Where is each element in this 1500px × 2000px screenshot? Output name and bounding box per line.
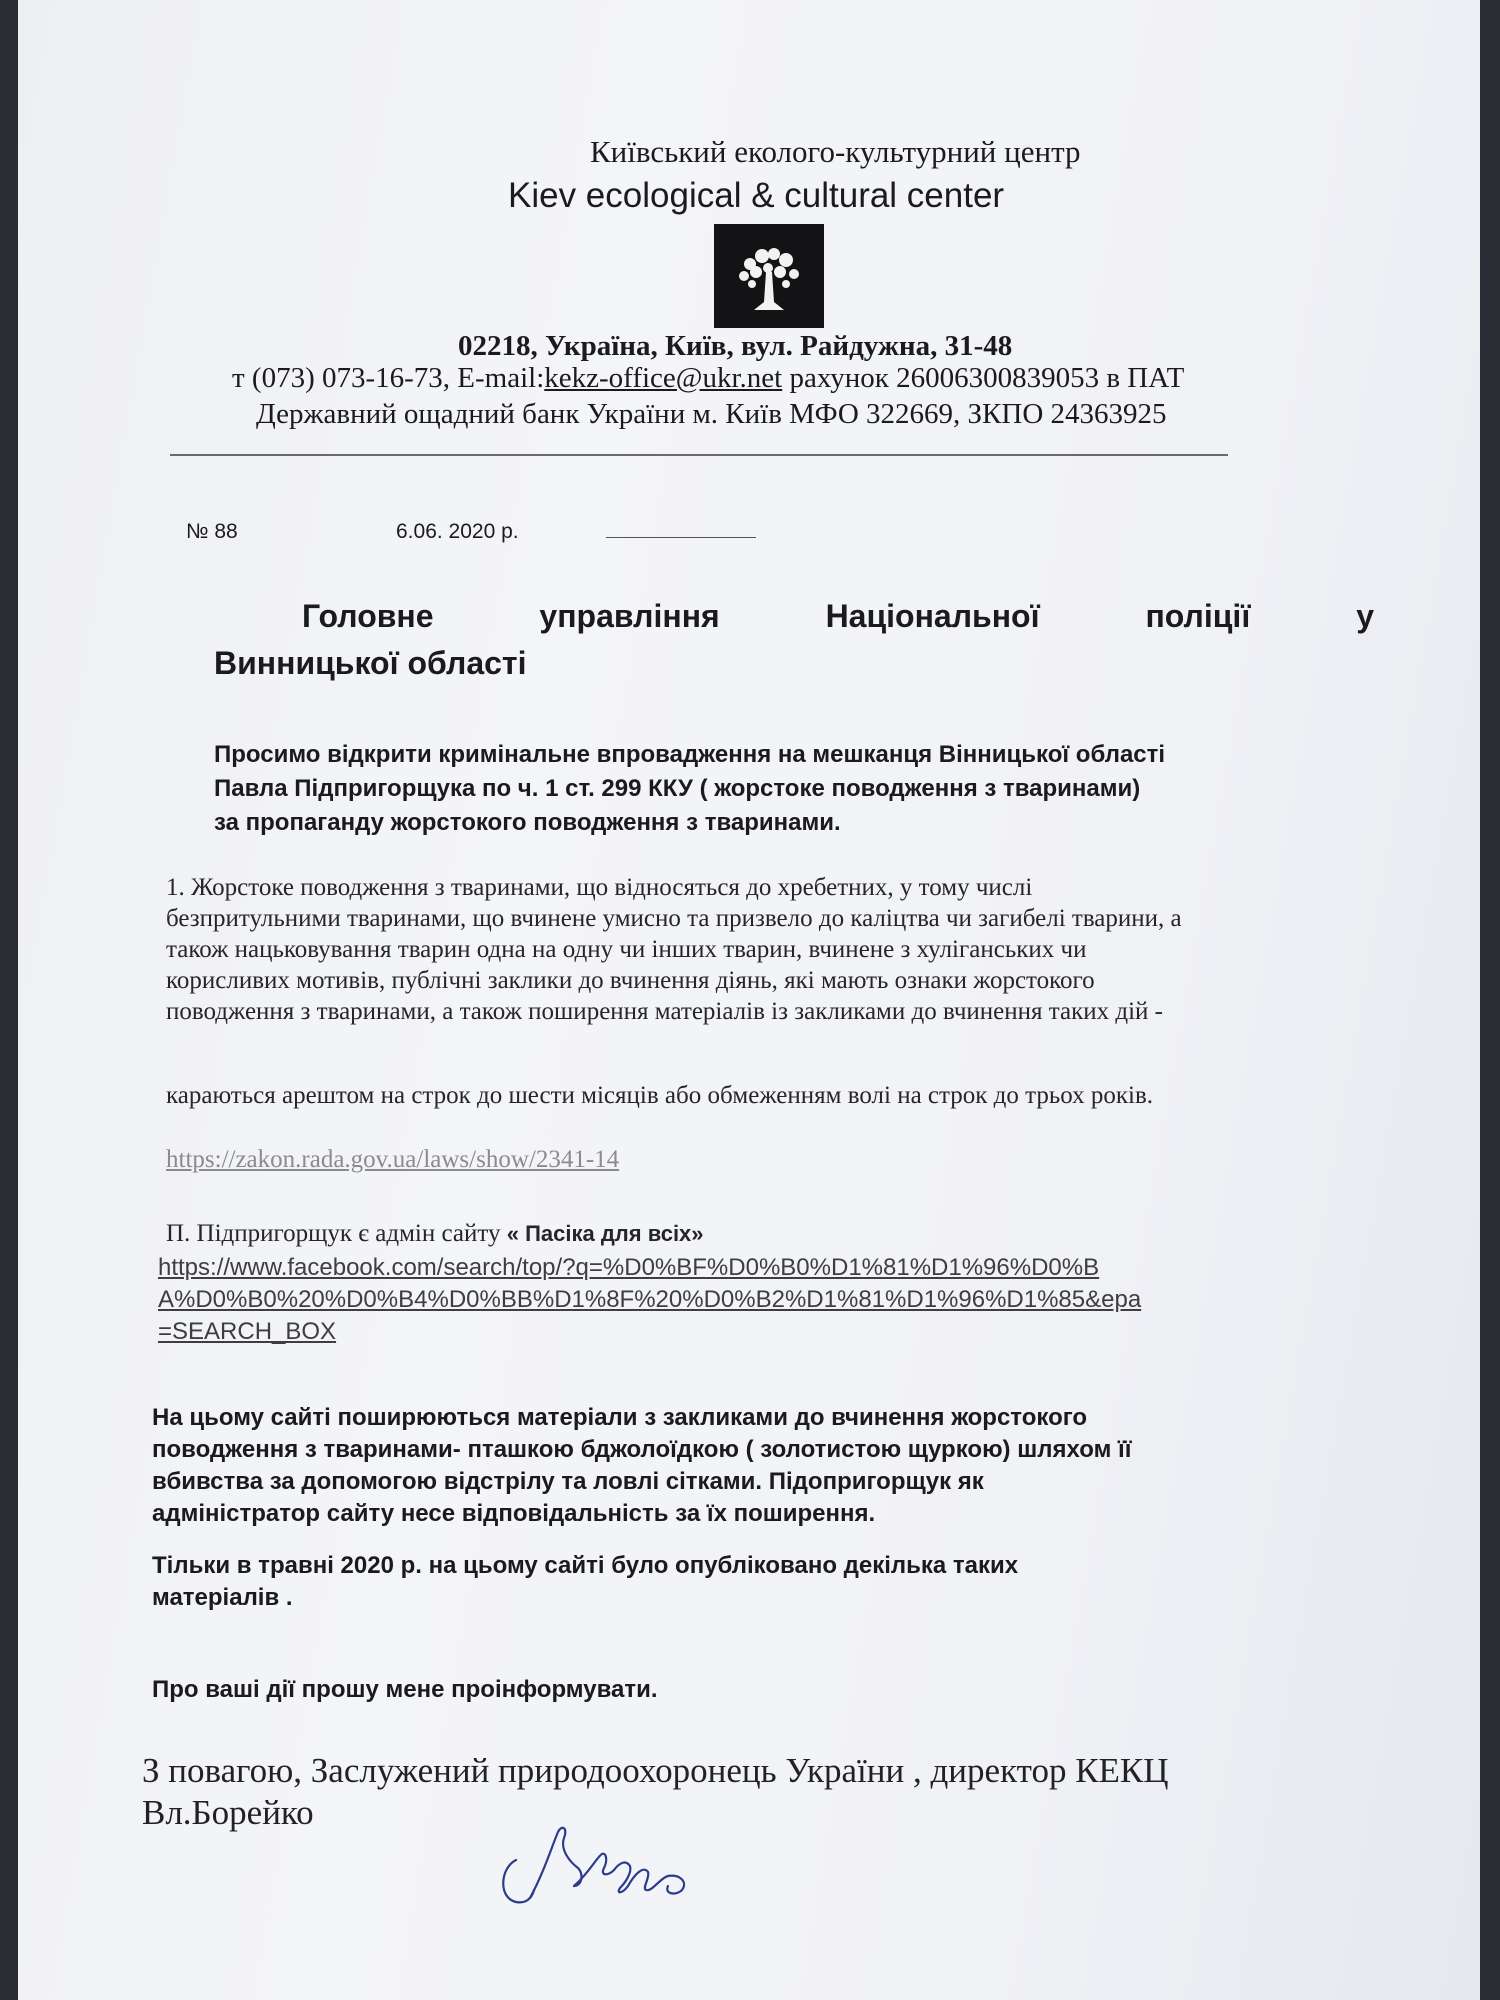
contacts-line <box>232 362 1184 395</box>
handwritten-signature <box>486 1802 736 1922</box>
bank-line: Державний ощадний банк України м. Київ МФО 322669, ЗКПО 24363925 <box>256 398 1167 430</box>
document-date: 6.06. 2020 р. <box>396 520 519 543</box>
law-link[interactable]: https://zakon.rada.gov.ua/laws/show/2341-14 <box>166 1146 620 1173</box>
org-address: 02218, Україна, Київ, вул. Райдужна, 31-48 <box>458 330 1013 362</box>
org-name-ua: Київський еколого-культурний центр <box>590 134 1081 169</box>
facebook-link[interactable]: https://www.facebook.com/search/top/?q=%D0%BF%D0%B0%D1%81%D1%96%D0%B A%D0%B0%20%D0%B4%D0%BB%D1%8F%20%D0%B2%D1%81%D1%96%D1%85&epa =SEARCH_BOX <box>158 1254 1142 1345</box>
site-name: « Пасіка для всіх» <box>506 1221 704 1246</box>
addressee <box>214 598 1374 682</box>
closing-line: З повагою, Заслужений природоохоронець України , директор КЕКЦ <box>142 1751 1169 1790</box>
blank-signature-line <box>606 537 756 538</box>
email-link[interactable]: kekz-office@ukr.net <box>544 362 783 394</box>
signatory-name: Вл.Борейко <box>142 1793 314 1832</box>
law-article-quote: 1. Жорстоке поводження з тваринами, що відносяться до хребетних, у тому числі безпритульними тваринами, що вчинене умисно та призвело до каліцтва чи загибелі тварини, а також нацьковування тварин одна на одну чи інших тварин, вчинене з хуліганських чи корисливих мотивів, публічні заклики до вчинення діянь, які мають ознаки жорстокого поводження з тваринами, а також поширення матеріалів із закликами до вчинення таких дій - <box>166 874 1182 1025</box>
letter-page <box>18 0 1480 2000</box>
body-paragraph-2: Тільки в травні 2020 р. на цьому сайті було опубліковано декілька таких матеріалів . <box>152 1552 1019 1611</box>
penalty-text: караються арештом на строк до шести місяців або обмеженням волі на строк до трьох років. <box>166 1082 1154 1109</box>
document-number: № 88 <box>186 520 238 543</box>
header-divider <box>170 454 1228 456</box>
addressee-line-2: Винницької області <box>214 645 527 681</box>
body-paragraph-1: На цьому сайті поширюються матеріали з закликами до вчинення жорстокого поводження з тваринами- пташкою бджолоїдкою ( золотистою щуркою) шляхом її вбивства за допомогою відстрілу та ловлі сітками. Підопригорщук як адміністратор сайту несе відповідальність за їх поширення. <box>152 1404 1132 1527</box>
body-paragraph-3: Про ваші дії прошу мене проінформувати. <box>152 1676 658 1703</box>
org-name-en: Kiev ecological & cultural center <box>508 176 1005 215</box>
tree-logo-icon <box>714 224 824 328</box>
admin-statement: П. Підпригорщук є адмін сайту « Пасіка для всіх» <box>166 1220 704 1247</box>
addressee-line-1: Головне управління Національної поліції у <box>302 598 1374 634</box>
phone-text: т (073) 073-16-73, E-mail: <box>232 362 545 394</box>
request-paragraph: Просимо відкрити кримінальне впровадження на мешканця Вінницької області Павла Підпригорщука по ч. 1 ст. 299 ККУ ( жорстоке поводження з тваринами) за пропаганду жорстокого поводження з тваринами. <box>214 741 1166 836</box>
account-text: рахунок 26006300839053 в ПАТ <box>782 362 1185 394</box>
